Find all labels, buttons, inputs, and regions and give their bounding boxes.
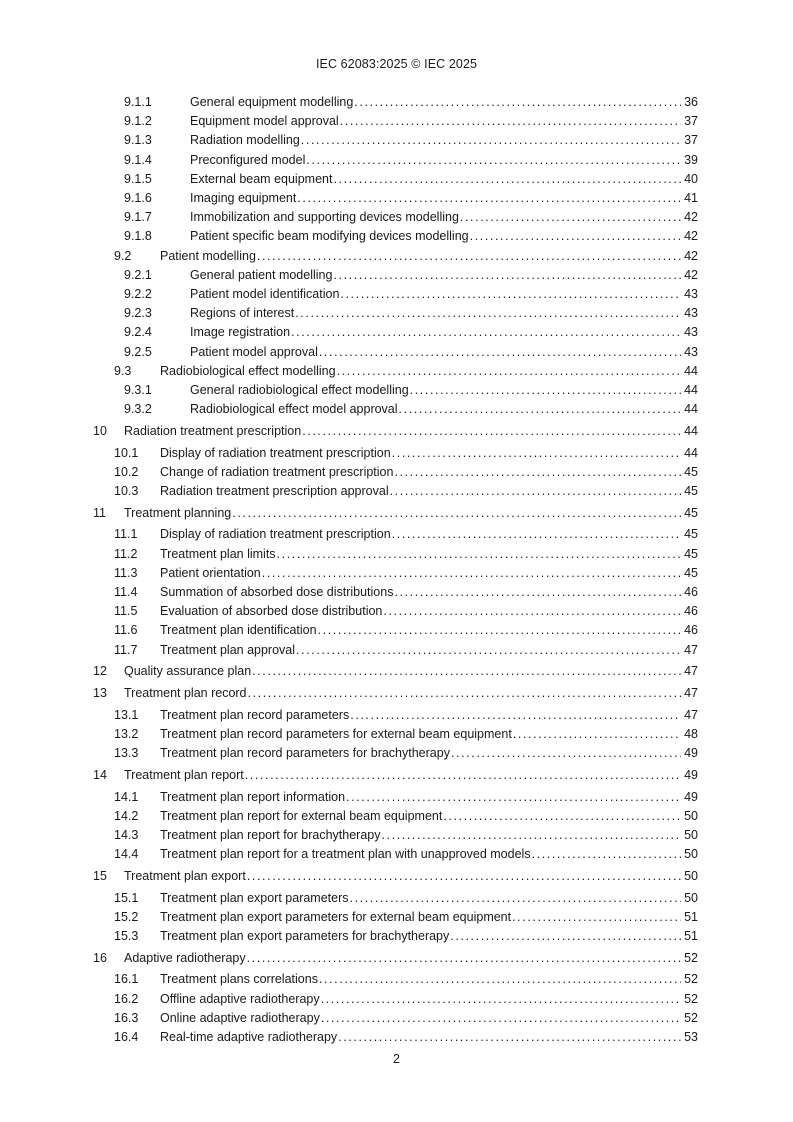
toc-entry-title: Image registration: [190, 325, 291, 340]
toc-leader-dots: [257, 248, 681, 264]
toc-entry[interactable]: [0, 767, 793, 783]
toc-entry-title: Treatment plan export: [124, 868, 246, 883]
toc-entry-number: 11.5: [114, 604, 138, 619]
toc-leader-dots: [297, 190, 681, 206]
toc-entry-page: 50: [684, 868, 698, 883]
toc-entry[interactable]: [0, 546, 793, 562]
toc-entry-page: 40: [684, 171, 698, 186]
toc-entry-title: Regions of interest: [190, 306, 295, 321]
toc-entry-page: 52: [684, 1010, 698, 1025]
toc-leader-dots: [319, 344, 681, 360]
toc-entry-page: 43: [684, 287, 698, 301]
toc-entry[interactable]: [0, 363, 793, 379]
toc-entry-page: 42: [684, 248, 698, 263]
toc-entry-number: 11.2: [114, 546, 138, 561]
toc-entry[interactable]: [0, 132, 793, 148]
toc-entry-page: 45: [684, 464, 698, 479]
toc-entry-title: Radiobiological effect model approval: [190, 402, 398, 417]
toc-entry[interactable]: [0, 94, 793, 110]
toc-entry-title: Treatment plan export parameters for brachytherapy: [160, 928, 450, 943]
toc-entry-title: Patient model approval: [190, 344, 318, 359]
toc-entry-page: 51: [684, 909, 698, 924]
toc-entry-title: Treatment plan limits: [160, 546, 276, 561]
toc-leader-dots: [247, 950, 681, 966]
toc-entry-page: 45: [684, 505, 698, 520]
toc-entry-page: 47: [684, 642, 698, 657]
toc-entry-number: 15.2: [114, 909, 139, 924]
toc-entry-number: 16: [93, 950, 107, 965]
toc-leader-dots: [277, 546, 681, 562]
toc-entry-number: 10.2: [114, 464, 139, 479]
toc-leader-dots: [262, 565, 681, 581]
toc-entry-page: 37: [684, 114, 698, 129]
toc-entry-title: Evaluation of absorbed dose distribution: [160, 604, 383, 619]
toc-leader-dots: [513, 726, 681, 742]
toc-entry-number: 9.3: [114, 363, 132, 378]
toc-leader-dots: [319, 971, 681, 987]
toc-leader-dots: [450, 928, 681, 944]
toc-entry-page: 37: [684, 133, 698, 148]
toc-entry-title: Change of radiation treatment prescription: [160, 464, 394, 479]
toc-entry-title: Patient orientation: [160, 565, 261, 580]
toc-entry[interactable]: [0, 382, 793, 398]
toc-entry-title: Treatment plan approval: [160, 642, 296, 657]
toc-leader-dots: [443, 808, 681, 824]
toc-entry[interactable]: [0, 928, 793, 944]
toc-entry-number: 9.1.7: [124, 210, 152, 225]
toc-entry-page: 46: [684, 604, 698, 619]
toc-entry[interactable]: [0, 190, 793, 206]
toc-entry[interactable]: [0, 248, 793, 264]
toc-leader-dots: [306, 152, 681, 168]
toc-entry-title: Treatment plan record: [124, 686, 247, 700]
toc-entry[interactable]: [0, 868, 793, 884]
toc-entry[interactable]: [0, 971, 793, 987]
toc-entry-page: 46: [684, 585, 698, 599]
toc-leader-dots: [390, 483, 681, 499]
toc-entry-number: 9.2.3: [124, 306, 152, 321]
toc-entry-number: 16.1: [114, 972, 139, 987]
toc-leader-dots: [399, 401, 681, 417]
toc-entry-page: 45: [684, 527, 698, 542]
toc-entry-number: 12: [93, 664, 107, 679]
toc-entry-page: 43: [684, 344, 698, 359]
toc-entry-number: 9.1.6: [124, 191, 152, 205]
toc-entry-page: 52: [684, 991, 698, 1006]
page-header: IEC 62083:2025 © IEC 2025: [315, 57, 478, 71]
toc-entry-title: Quality assurance plan: [124, 664, 252, 679]
toc-leader-dots: [460, 209, 681, 225]
toc-entry-title: Treatment planning: [124, 505, 232, 520]
toc-entry-title: Patient modelling: [160, 248, 256, 263]
toc-leader-dots: [470, 228, 681, 244]
toc-entry-title: Treatment plan record parameters for external beam equipment: [160, 726, 512, 741]
toc-entry-page: 44: [684, 363, 698, 378]
toc-entry-page: 53: [684, 1029, 698, 1044]
toc-entry-number: 9.1.3: [124, 133, 152, 148]
toc-leader-dots: [340, 286, 681, 302]
toc-entry-number: 11.7: [114, 642, 138, 657]
toc-entry[interactable]: [0, 209, 793, 225]
toc-entry[interactable]: [0, 890, 793, 906]
toc-entry[interactable]: [0, 685, 793, 701]
toc-entry-page: 50: [684, 890, 698, 905]
toc-entry-page: 42: [684, 229, 698, 244]
toc-entry-title: General radiobiological effect modelling: [190, 383, 409, 397]
toc-entry-title: Online adaptive radiotherapy: [160, 1010, 320, 1025]
toc-entry-title: Summation of absorbed dose distributions: [160, 585, 394, 599]
toc-leader-dots: [296, 642, 681, 658]
toc-leader-dots: [248, 685, 681, 701]
toc-entry-number: 9.3.2: [124, 402, 152, 417]
toc-entry-number: 16.3: [114, 1010, 139, 1025]
toc-leader-dots: [333, 267, 681, 283]
toc-entry-title: Patient model identification: [190, 287, 340, 301]
toc-leader-dots: [321, 991, 681, 1007]
toc-entry[interactable]: [0, 950, 793, 966]
toc-entry-title: Radiation treatment prescription approval: [160, 484, 389, 498]
toc-leader-dots: [338, 1029, 681, 1045]
toc-entry[interactable]: [0, 584, 793, 600]
toc-leader-dots: [451, 745, 681, 761]
toc-entry-page: 42: [684, 267, 698, 282]
toc-entry-title: Treatment plan export parameters: [160, 890, 349, 905]
toc-entry[interactable]: [0, 483, 793, 499]
toc-leader-dots: [333, 171, 681, 187]
toc-entry-number: 15: [93, 868, 107, 883]
toc-entry-page: 44: [684, 402, 698, 417]
toc-entry[interactable]: [0, 726, 793, 742]
toc-leader-dots: [291, 324, 681, 340]
toc-entry-number: 14.3: [114, 827, 139, 842]
toc-entry[interactable]: [0, 526, 793, 542]
toc-entry-number: 16.4: [114, 1029, 139, 1044]
toc-entry[interactable]: [0, 152, 793, 168]
toc-entry[interactable]: [0, 642, 793, 658]
toc-entry-page: 51: [684, 928, 698, 943]
toc-entry[interactable]: [0, 464, 793, 480]
toc-entry-title: Treatment plan record parameters: [160, 707, 350, 722]
toc-entry-title: Treatment plans correlations: [160, 972, 318, 987]
toc-entry-number: 10: [93, 423, 107, 438]
toc-entry[interactable]: [0, 401, 793, 417]
toc-entry-number: 9.1.4: [124, 152, 152, 167]
toc-entry-page: 42: [684, 210, 698, 225]
toc-entry-title: Equipment model approval: [190, 114, 339, 129]
toc-leader-dots: [340, 113, 681, 129]
toc-leader-dots: [350, 707, 681, 723]
toc-entry-number: 9.1.2: [124, 114, 152, 129]
toc-entry-page: 52: [684, 950, 698, 965]
toc-entry-number: 9.2.4: [124, 325, 152, 340]
toc-entry[interactable]: [0, 305, 793, 321]
toc-entry-page: 39: [684, 152, 698, 167]
toc-entry[interactable]: [0, 991, 793, 1007]
toc-entry-page: 47: [684, 664, 698, 679]
toc-entry-number: 13.1: [114, 707, 139, 722]
toc-entry-page: 44: [684, 423, 698, 438]
toc-entry-title: Immobilization and supporting devices modelling: [190, 210, 459, 225]
toc-entry[interactable]: [0, 228, 793, 244]
toc-entry-number: 15.3: [114, 928, 139, 943]
toc-leader-dots: [350, 890, 681, 906]
toc-entry-title: Imaging equipment: [190, 191, 297, 205]
toc-entry-page: 49: [684, 789, 698, 804]
toc-entry-title: Radiation treatment prescription: [124, 423, 302, 438]
toc-entry[interactable]: [0, 423, 793, 439]
toc-entry-page: 48: [684, 726, 698, 741]
toc-entry-title: Treatment plan report for a treatment plan with unapproved models: [160, 847, 531, 862]
toc-leader-dots: [232, 505, 681, 521]
toc-entry-title: Preconfigured model: [190, 152, 306, 167]
toc-entry-number: 9.3.1: [124, 383, 152, 397]
toc-entry-title: Treatment plan export parameters for external beam equipment: [160, 909, 512, 924]
toc-entry-page: 41: [684, 191, 698, 205]
toc-leader-dots: [302, 423, 681, 439]
toc-leader-dots: [512, 909, 681, 925]
toc-entry-page: 43: [684, 325, 698, 340]
toc-entry-title: Treatment plan report information: [160, 789, 346, 804]
toc-entry[interactable]: [0, 827, 793, 843]
toc-entry-title: Treatment plan report for external beam equipment: [160, 808, 443, 823]
toc-entry[interactable]: [0, 286, 793, 302]
toc-entry-number: 9.1.1: [124, 95, 152, 109]
toc-entry-number: 13.3: [114, 746, 139, 761]
toc-entry-title: General equipment modelling: [190, 95, 354, 109]
toc-entry-number: 9.2.1: [124, 267, 152, 282]
toc-entry-number: 11.1: [114, 527, 138, 542]
toc-leader-dots: [392, 445, 681, 461]
toc-leader-dots: [295, 305, 681, 321]
toc-entry[interactable]: [0, 603, 793, 619]
toc-entry-page: 45: [684, 565, 698, 580]
toc-leader-dots: [247, 868, 681, 884]
toc-entry-title: Radiation modelling: [190, 133, 300, 148]
toc-entry[interactable]: [0, 1010, 793, 1026]
toc-entry[interactable]: [0, 846, 793, 862]
toc-leader-dots: [532, 846, 681, 862]
toc-leader-dots: [318, 622, 681, 638]
toc-entry-number: 10.3: [114, 484, 139, 498]
toc-entry-page: 50: [684, 827, 698, 842]
toc-entry-number: 11.3: [114, 565, 138, 580]
toc-entry-number: 9.2.2: [124, 287, 152, 301]
toc-entry-number: 11.6: [114, 623, 138, 638]
toc-entry-number: 10.1: [114, 445, 139, 460]
toc-entry-title: Display of radiation treatment prescription: [160, 527, 391, 542]
toc-entry-page: 50: [684, 808, 698, 823]
toc-entry-number: 13: [93, 686, 107, 700]
toc-entry-page: 44: [684, 445, 698, 460]
toc-entry-number: 15.1: [114, 890, 139, 905]
toc-entry-number: 9.2.5: [124, 344, 152, 359]
toc-entry[interactable]: [0, 171, 793, 187]
toc-entry[interactable]: [0, 707, 793, 723]
toc-entry-number: 11.4: [114, 585, 138, 599]
toc-leader-dots: [337, 363, 681, 379]
toc-entry-title: Treatment plan record parameters for brachytherapy: [160, 746, 450, 761]
toc-leader-dots: [392, 526, 681, 542]
toc-entry-number: 11: [93, 505, 106, 520]
toc-entry-page: 49: [684, 746, 698, 761]
toc-entry[interactable]: [0, 445, 793, 461]
toc-entry-number: 9.1.8: [124, 229, 152, 244]
toc-entry-number: 9.2: [114, 248, 132, 263]
toc-entry-title: Offline adaptive radiotherapy: [160, 991, 320, 1006]
toc-entry-number: 14.2: [114, 808, 139, 823]
toc-entry[interactable]: [0, 909, 793, 925]
toc-entry-number: 14.1: [114, 789, 139, 804]
toc-leader-dots: [252, 663, 681, 679]
toc-entry[interactable]: [0, 113, 793, 129]
toc-entry[interactable]: [0, 622, 793, 638]
toc-entry[interactable]: [0, 745, 793, 761]
toc-leader-dots: [410, 382, 681, 398]
toc-entry-page: 45: [684, 484, 698, 498]
toc-leader-dots: [383, 603, 681, 619]
toc-entry-title: Treatment plan report for brachytherapy: [160, 827, 381, 842]
toc-entry-title: General patient modelling: [190, 267, 333, 282]
toc-entry-title: Real-time adaptive radiotherapy: [160, 1029, 338, 1044]
toc-entry[interactable]: [0, 505, 793, 521]
toc-entry-title: Radiobiological effect modelling: [160, 363, 336, 378]
toc-leader-dots: [381, 827, 681, 843]
toc-leader-dots: [394, 584, 681, 600]
toc-entry-number: 14.4: [114, 847, 139, 862]
toc-entry-page: 50: [684, 847, 698, 862]
toc-entry-title: External beam equipment: [190, 171, 333, 186]
toc-entry-number: 16.2: [114, 991, 139, 1006]
toc-leader-dots: [301, 132, 681, 148]
toc-entry-title: Adaptive radiotherapy: [124, 950, 246, 965]
toc-leader-dots: [321, 1010, 681, 1026]
toc-entry-title: Treatment plan report: [124, 767, 244, 782]
toc-entry[interactable]: [0, 267, 793, 283]
toc-entry-number: 14: [93, 767, 107, 782]
toc-leader-dots: [346, 789, 681, 805]
toc-leader-dots: [354, 94, 681, 110]
toc-leader-dots: [245, 767, 681, 783]
page-number: 2: [393, 1052, 400, 1066]
toc-entry-page: 44: [684, 383, 698, 397]
toc-entry[interactable]: [0, 663, 793, 679]
toc-entry-number: 13.2: [114, 726, 139, 741]
toc-entry-page: 36: [684, 95, 698, 109]
toc-entry-page: 43: [684, 306, 698, 321]
toc-entry-page: 47: [684, 686, 698, 700]
toc-entry-page: 45: [684, 546, 698, 561]
toc-entry[interactable]: [0, 808, 793, 824]
toc-entry-page: 52: [684, 972, 698, 987]
toc-entry-title: Display of radiation treatment prescription: [160, 445, 391, 460]
toc-entry-page: 46: [684, 623, 698, 638]
toc-entry-number: 9.1.5: [124, 171, 152, 186]
toc-entry-page: 47: [684, 707, 698, 722]
toc-entry-title: Treatment plan identification: [160, 623, 317, 638]
toc-entry[interactable]: [0, 789, 793, 805]
toc-entry[interactable]: [0, 565, 793, 581]
toc-entry[interactable]: [0, 324, 793, 340]
toc-leader-dots: [394, 464, 681, 480]
toc-entry-title: Patient specific beam modifying devices modelling: [190, 229, 469, 244]
toc-entry[interactable]: [0, 344, 793, 360]
toc-entry[interactable]: [0, 1029, 793, 1045]
toc-entry-page: 49: [684, 767, 698, 782]
